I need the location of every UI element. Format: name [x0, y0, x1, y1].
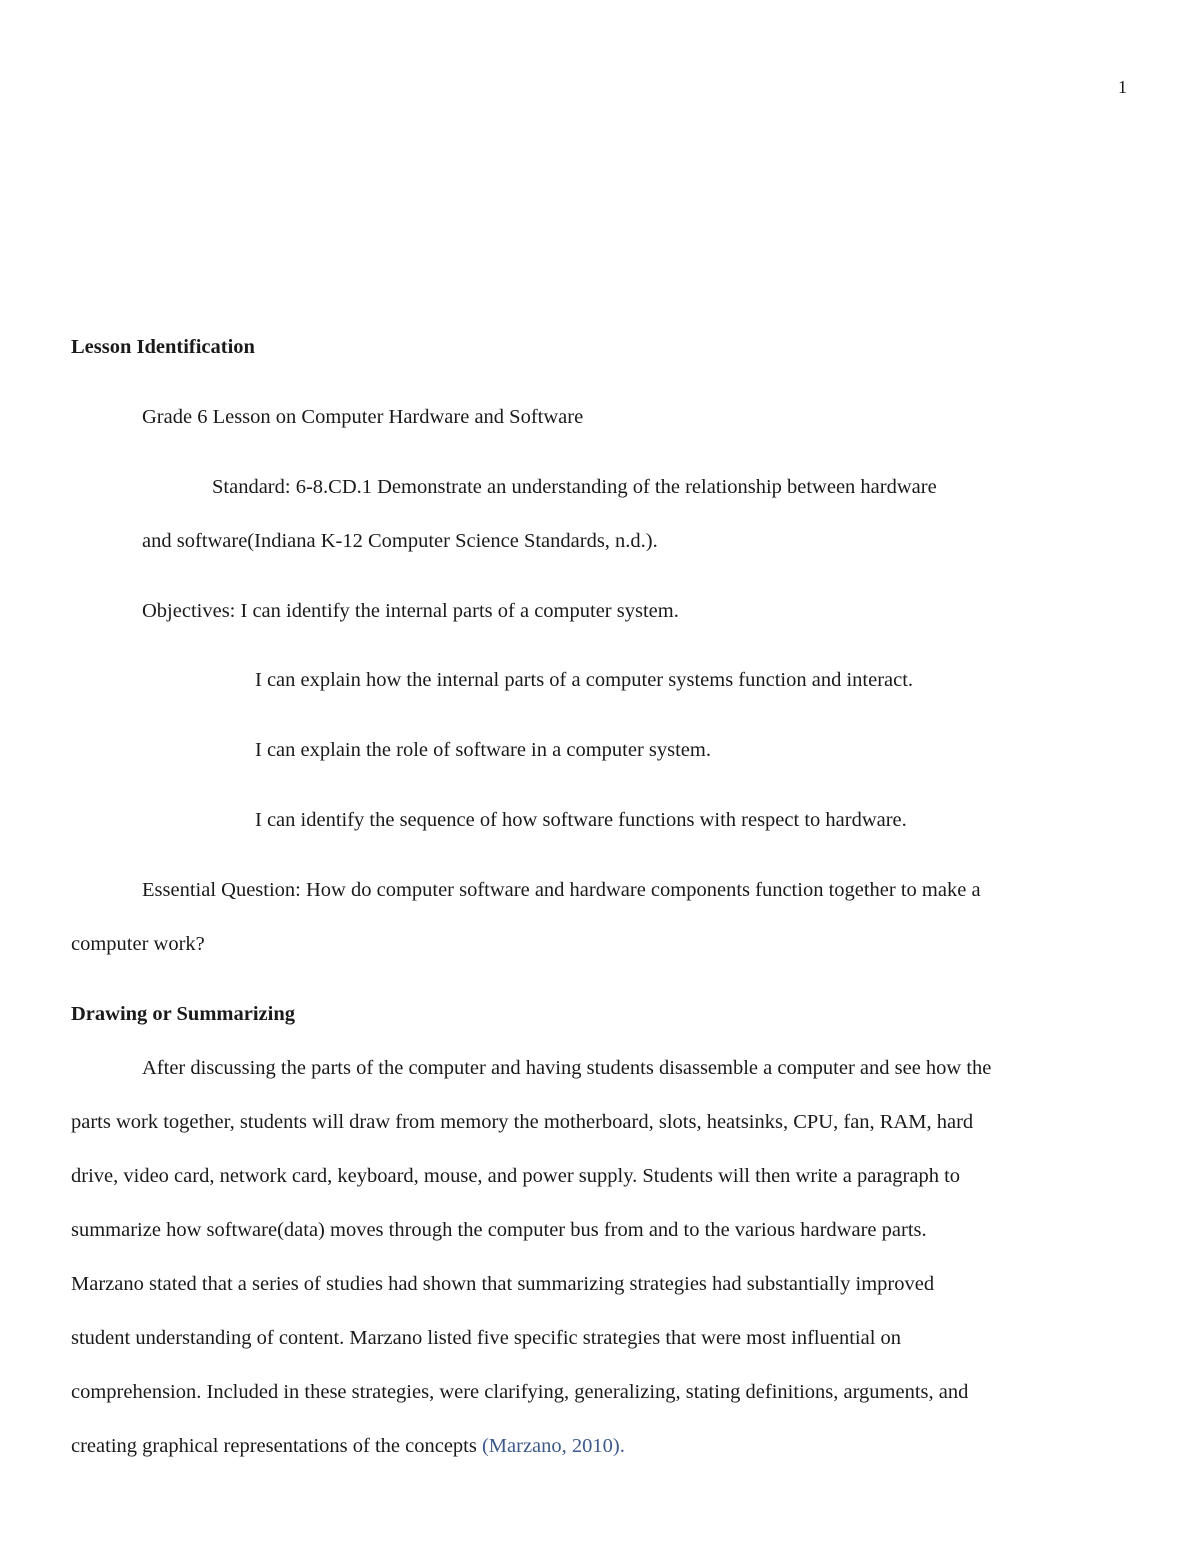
section-heading-lesson-identification: Lesson Identification: [71, 336, 255, 358]
essential-question-line-2: computer work?: [71, 933, 205, 955]
paragraph-line: parts work together, students will draw from memory the motherboard, slots, heatsinks, CPU, fan, RAM, hard: [71, 1111, 974, 1133]
paragraph-last-line: [71, 1436, 625, 1457]
standard-line-1: Standard: 6-8.CD.1 Demonstrate an understanding of the relationship between hardware: [212, 476, 937, 498]
citation-link[interactable]: (Marzano, 2010): [481, 1435, 620, 1457]
standard-line-2: and software(Indiana K-12 Computer Science Standards, n.d.).: [142, 530, 658, 552]
lesson-title: Grade 6 Lesson on Computer Hardware and Software: [142, 406, 584, 428]
objective-line: I can explain how the internal parts of a computer systems function and interact.: [255, 669, 914, 691]
objective-line: I can explain the role of software in a computer system.: [255, 739, 711, 761]
paragraph-line: After discussing the parts of the computer and having students disassemble a computer and see how the: [142, 1057, 992, 1079]
paragraph-line: summarize how software(data) moves through the computer bus from and to the various hardware parts.: [71, 1219, 927, 1241]
section-heading-drawing-summarizing: Drawing or Summarizing: [71, 1003, 295, 1025]
paragraph-line: Marzano stated that a series of studies had shown that summarizing strategies had substantially improved: [71, 1273, 935, 1295]
objective-line: I can identify the sequence of how software functions with respect to hardware.: [255, 809, 907, 831]
paragraph-line: comprehension. Included in these strategies, were clarifying, generalizing, stating definitions, arguments, and: [71, 1381, 969, 1403]
objective-line: Objectives: I can identify the internal parts of a computer system.: [142, 600, 679, 622]
citation-period: .: [619, 1435, 625, 1457]
essential-question-line-1: Essential Question: How do computer software and hardware components function together to make a: [142, 879, 981, 901]
paragraph-line: student understanding of content. Marzano listed five specific strategies that were most influential on: [71, 1327, 902, 1349]
page-number: 1: [1118, 77, 1127, 97]
paragraph-line: creating graphical representations of the concepts: [71, 1435, 482, 1457]
paragraph-line: drive, video card, network card, keyboard, mouse, and power supply. Students will then write a paragraph to: [71, 1165, 961, 1187]
